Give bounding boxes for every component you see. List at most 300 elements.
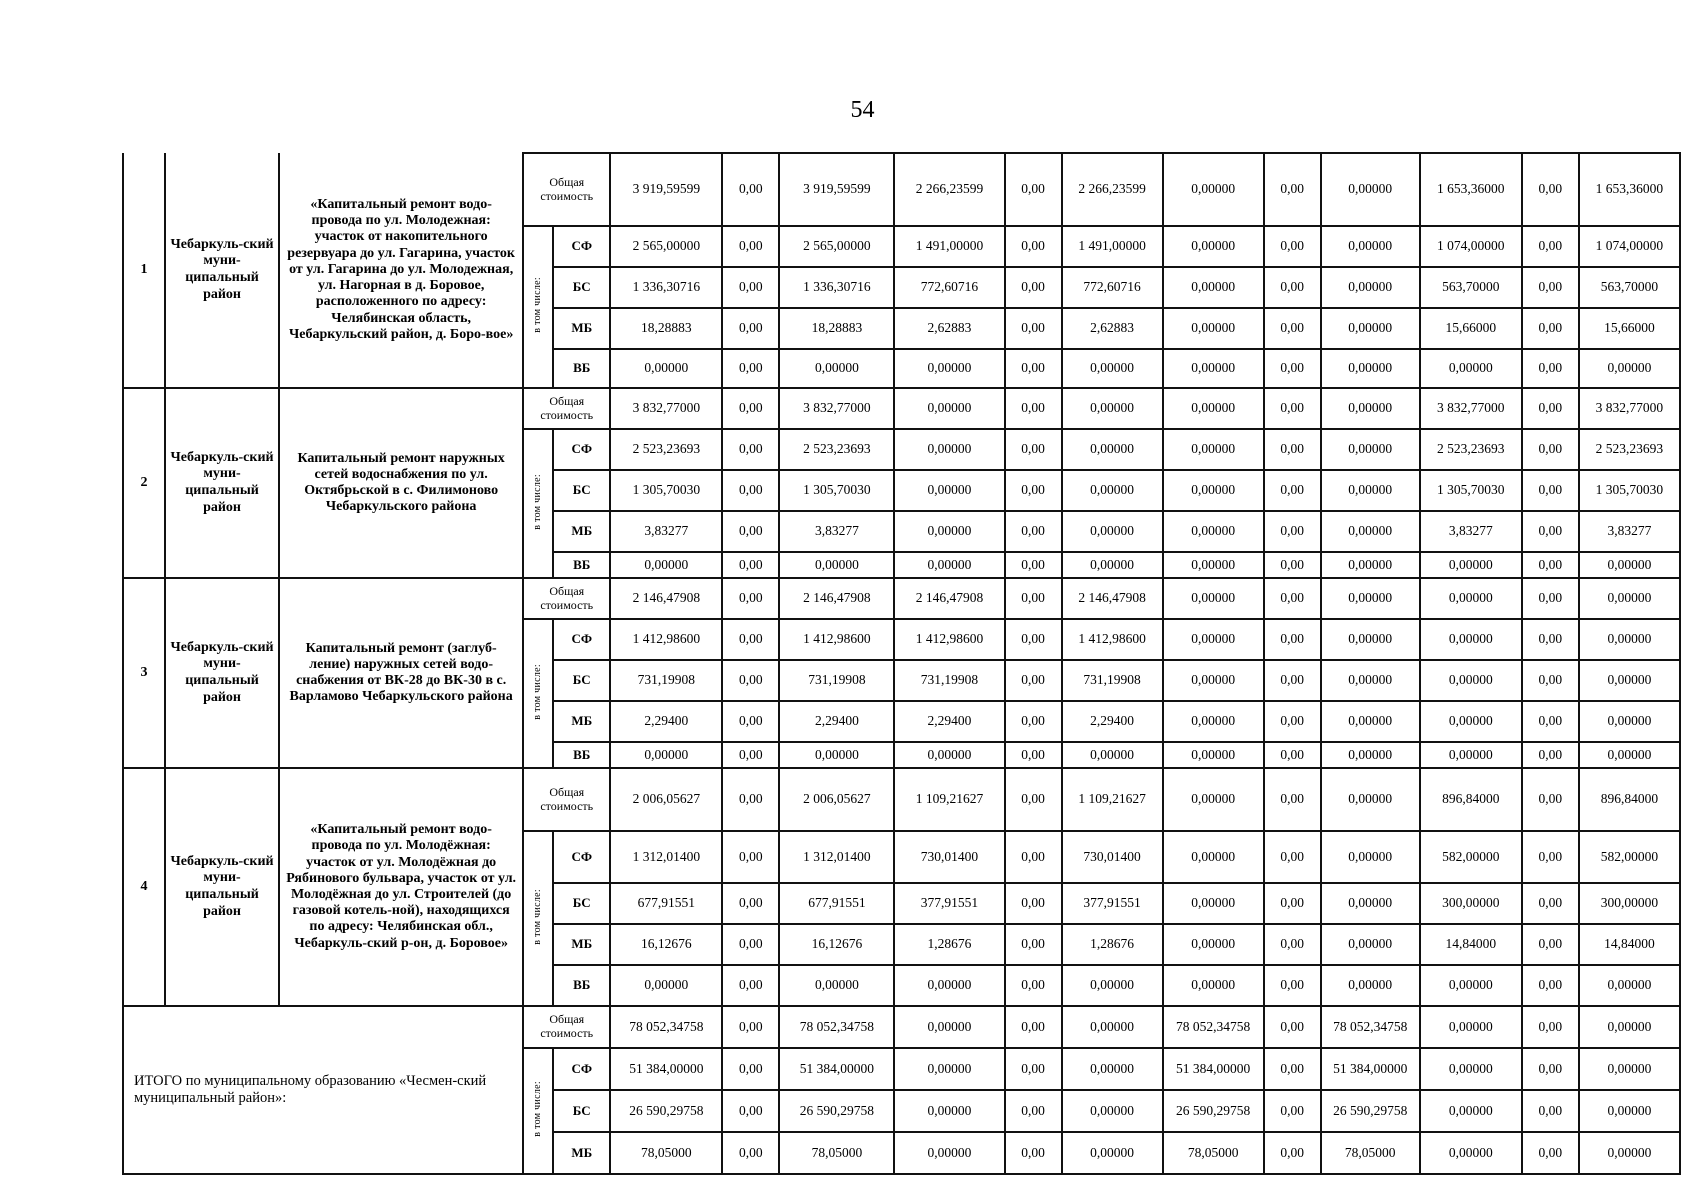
funding-source: СФ [553,1048,610,1090]
value-cell: 1 312,01400 [779,831,894,883]
value-cell: 51 384,00000 [779,1048,894,1090]
value-cell: 2,29400 [894,701,1004,742]
value-cell: 1,28676 [894,924,1004,965]
value-cell: 0,00000 [1062,552,1163,578]
value-cell: 1 305,70030 [610,470,722,511]
value-cell: 2,29400 [779,701,894,742]
value-cell: 2,62883 [1062,308,1163,349]
value-cell: 0,00000 [894,388,1004,429]
value-cell: 0,00 [722,153,779,226]
value-cell: 1 491,00000 [1062,226,1163,267]
value-cell: 26 590,29758 [1321,1090,1420,1132]
value-cell: 0,00 [1264,924,1321,965]
value-cell: 0,00000 [1420,578,1522,619]
value-cell: 0,00 [1264,226,1321,267]
value-cell: 0,00 [1522,578,1579,619]
funding-source: ВБ [553,742,610,768]
value-cell: 896,84000 [1579,768,1680,831]
value-cell: 0,00000 [1062,388,1163,429]
value-cell: 0,00 [1522,153,1579,226]
value-cell: 0,00 [1522,924,1579,965]
value-cell: 2 523,23693 [1420,429,1522,470]
value-cell: 730,01400 [894,831,1004,883]
value-cell: 0,00 [1264,578,1321,619]
value-cell: 0,00000 [1420,1006,1522,1048]
value-cell: 0,00 [1264,552,1321,578]
value-cell: 2 006,05627 [779,768,894,831]
value-cell: 0,00 [722,831,779,883]
funding-source: БС [553,267,610,308]
value-cell: 0,00 [1005,660,1062,701]
including-label-cell [523,619,553,768]
value-cell: 3 919,59599 [779,153,894,226]
value-cell: 0,00000 [1321,470,1420,511]
value-cell: 731,19908 [894,660,1004,701]
value-cell: 0,00 [1005,965,1062,1006]
value-cell: 51 384,00000 [1163,1048,1264,1090]
table-row [123,388,1680,429]
value-cell: 3 832,77000 [610,388,722,429]
value-cell: 0,00000 [894,552,1004,578]
value-cell: 2,29400 [610,701,722,742]
municipality-cell: Чебаркуль-ский муни-ципальный район [165,388,279,578]
value-cell: 0,00000 [1579,1132,1680,1174]
value-cell: 0,00 [722,1048,779,1090]
value-cell: 2 146,47908 [894,578,1004,619]
value-cell: 677,91551 [610,883,722,924]
value-cell: 0,00000 [894,470,1004,511]
value-cell: 0,00 [1522,511,1579,552]
value-cell: 0,00000 [1420,1048,1522,1090]
value-cell: 0,00 [1522,1090,1579,1132]
value-cell: 0,00 [722,267,779,308]
value-cell: 2 266,23599 [1062,153,1163,226]
value-cell: 1 653,36000 [1420,153,1522,226]
value-cell: 14,84000 [1420,924,1522,965]
value-cell: 0,00 [722,388,779,429]
value-cell: 677,91551 [779,883,894,924]
value-cell: 18,28883 [779,308,894,349]
value-cell: 0,00 [1264,768,1321,831]
value-cell: 0,00000 [1163,578,1264,619]
value-cell: 0,00000 [1062,1006,1163,1048]
value-cell: 0,00000 [1163,226,1264,267]
value-cell: 0,00000 [1579,742,1680,768]
value-cell: 0,00 [722,1090,779,1132]
value-cell: 0,00 [1264,1090,1321,1132]
value-cell: 0,00000 [610,349,722,388]
value-cell: 1 312,01400 [610,831,722,883]
value-cell: 14,84000 [1579,924,1680,965]
value-cell: 0,00000 [1321,578,1420,619]
value-cell: 0,00 [1264,701,1321,742]
value-cell: 0,00 [1005,768,1062,831]
value-cell: 2 146,47908 [610,578,722,619]
value-cell: 0,00000 [1163,511,1264,552]
including-label-cell [523,831,553,1006]
value-cell: 0,00000 [1163,742,1264,768]
value-cell: 0,00000 [779,742,894,768]
value-cell: 1 412,98600 [894,619,1004,660]
funding-source: СФ [553,619,610,660]
value-cell: 0,00000 [610,552,722,578]
value-cell: 0,00000 [1163,267,1264,308]
value-cell: 0,00 [1522,1048,1579,1090]
value-cell: 0,00000 [1163,883,1264,924]
total-cost-label: Общая стоимость [523,1006,610,1048]
value-cell: 0,00 [1264,511,1321,552]
value-cell: 2 146,47908 [1062,578,1163,619]
value-cell: 1 109,21627 [1062,768,1163,831]
value-cell: 0,00000 [1062,511,1163,552]
value-cell: 0,00 [722,226,779,267]
value-cell: 0,00000 [1579,1048,1680,1090]
value-cell: 0,00 [1522,1006,1579,1048]
table-row [123,153,1680,226]
value-cell: 0,00 [1522,470,1579,511]
value-cell: 2 006,05627 [610,768,722,831]
value-cell: 0,00000 [1163,701,1264,742]
value-cell: 78,05000 [1321,1132,1420,1174]
project-name: «Капитальный ремонт водо-провода по ул. Молодёжная: участок от ул. Молодёжная до Рябинового бульвара, участок от ул. Молодёжная до ул. Строителей (до газовой котель-ной), находящихся по адресу: Челябинская обл., Чебаркуль-ский р-он, д. Боровое» [279,768,523,1006]
value-cell: 0,00000 [1163,388,1264,429]
value-cell: 26 590,29758 [1163,1090,1264,1132]
value-cell: 1 074,00000 [1420,226,1522,267]
value-cell: 0,00 [722,768,779,831]
table-row [123,768,1680,831]
value-cell: 0,00 [1264,965,1321,1006]
value-cell: 563,70000 [1420,267,1522,308]
value-cell: 1 305,70030 [1420,470,1522,511]
value-cell: 0,00 [1005,883,1062,924]
value-cell: 0,00000 [1420,1090,1522,1132]
funding-source: МБ [553,701,610,742]
value-cell: 1 491,00000 [894,226,1004,267]
value-cell: 15,66000 [1579,308,1680,349]
project-name: Капитальный ремонт (заглуб-ление) наружных сетей водо-снабжения от ВК-28 до ВК-30 в с. Варламово Чебаркульского района [279,578,523,768]
value-cell: 0,00000 [1321,511,1420,552]
value-cell: 1,28676 [1062,924,1163,965]
value-cell: 0,00 [1005,1132,1062,1174]
value-cell: 0,00 [722,924,779,965]
value-cell: 0,00000 [1321,965,1420,1006]
value-cell: 582,00000 [1420,831,1522,883]
value-cell: 0,00 [1264,619,1321,660]
value-cell: 0,00000 [1163,965,1264,1006]
value-cell: 0,00 [1264,1006,1321,1048]
table-row [123,578,1680,619]
value-cell: 3 832,77000 [1420,388,1522,429]
value-cell: 896,84000 [1420,768,1522,831]
value-cell: 0,00000 [1163,831,1264,883]
value-cell: 0,00000 [779,965,894,1006]
value-cell: 51 384,00000 [610,1048,722,1090]
funding-source: МБ [553,924,610,965]
funding-source: ВБ [553,552,610,578]
value-cell: 0,00 [1264,742,1321,768]
value-cell: 0,00000 [1062,429,1163,470]
value-cell: 0,00 [722,965,779,1006]
value-cell: 0,00000 [894,349,1004,388]
value-cell: 1 412,98600 [610,619,722,660]
value-cell: 0,00 [1005,153,1062,226]
value-cell: 0,00 [1522,349,1579,388]
value-cell: 16,12676 [779,924,894,965]
including-label: в том числе: [531,277,543,333]
value-cell: 0,00000 [894,1132,1004,1174]
value-cell: 0,00000 [1163,429,1264,470]
value-cell: 0,00000 [894,1006,1004,1048]
value-cell: 0,00000 [1163,153,1264,226]
value-cell: 18,28883 [610,308,722,349]
value-cell: 0,00 [1005,226,1062,267]
value-cell: 26 590,29758 [610,1090,722,1132]
including-label-cell [523,1048,553,1174]
value-cell: 0,00 [1264,267,1321,308]
value-cell: 15,66000 [1420,308,1522,349]
value-cell: 300,00000 [1579,883,1680,924]
value-cell: 0,00 [722,1132,779,1174]
value-cell: 0,00 [722,349,779,388]
funding-source: БС [553,660,610,701]
value-cell: 1 336,30716 [610,267,722,308]
total-label: ИТОГО по муниципальному образованию «Чесмен-ский муниципальный район»: [123,1006,523,1174]
value-cell: 0,00 [1005,511,1062,552]
value-cell: 0,00000 [1321,153,1420,226]
funding-source: БС [553,883,610,924]
value-cell: 0,00 [722,552,779,578]
value-cell: 2,62883 [894,308,1004,349]
funding-source: БС [553,470,610,511]
value-cell: 78 052,34758 [779,1006,894,1048]
value-cell: 0,00000 [1579,578,1680,619]
value-cell: 0,00000 [894,1048,1004,1090]
value-cell: 0,00 [1264,470,1321,511]
value-cell: 0,00000 [894,965,1004,1006]
funding-source: ВБ [553,349,610,388]
row-index: 1 [123,153,165,388]
value-cell: 0,00000 [1062,349,1163,388]
value-cell: 3,83277 [779,511,894,552]
value-cell: 0,00 [1264,388,1321,429]
project-name: «Капитальный ремонт водо-провода по ул. Молодежная: участок от накопительного резервуара до ул. Гагарина, участок от ул. Гагарина до ул. Молодежная, ул. Нагорная в д. Боровое, расположенного по адресу: Челябинская область, Чебаркульский район, д. Боро-вое» [279,153,523,388]
value-cell: 2 523,23693 [779,429,894,470]
value-cell: 78 052,34758 [1321,1006,1420,1048]
municipality-cell: Чебаркуль-ский муни-ципальный район [165,578,279,768]
value-cell: 0,00000 [1579,552,1680,578]
value-cell: 0,00 [722,429,779,470]
value-cell: 0,00000 [1163,552,1264,578]
value-cell: 0,00 [1264,349,1321,388]
including-label: в том числе: [531,888,543,945]
value-cell: 2 523,23693 [610,429,722,470]
value-cell: 0,00000 [1321,768,1420,831]
value-cell: 0,00000 [1062,1048,1163,1090]
value-cell: 0,00000 [1321,660,1420,701]
value-cell: 26 590,29758 [779,1090,894,1132]
value-cell: 0,00 [722,742,779,768]
value-cell: 0,00 [1005,742,1062,768]
funding-source: МБ [553,308,610,349]
value-cell: 0,00000 [1163,470,1264,511]
value-cell: 0,00 [1264,831,1321,883]
value-cell: 0,00000 [1579,701,1680,742]
value-cell: 731,19908 [779,660,894,701]
value-cell: 0,00 [1264,1048,1321,1090]
value-cell: 2 266,23599 [894,153,1004,226]
value-cell: 0,00 [1005,578,1062,619]
funding-table [122,152,1681,1175]
funding-source: СФ [553,429,610,470]
value-cell: 0,00000 [1579,1006,1680,1048]
value-cell: 0,00000 [1321,308,1420,349]
including-label: в том числе: [531,663,543,720]
value-cell: 0,00000 [1062,1132,1163,1174]
including-label-cell [523,226,553,388]
value-cell: 0,00 [1005,349,1062,388]
value-cell: 0,00000 [1420,349,1522,388]
value-cell: 2 565,00000 [610,226,722,267]
value-cell: 0,00 [1522,965,1579,1006]
value-cell: 0,00000 [1163,349,1264,388]
including-label: в том числе: [531,1081,543,1137]
value-cell: 0,00000 [1321,831,1420,883]
funding-source: ВБ [553,965,610,1006]
value-cell: 582,00000 [1579,831,1680,883]
value-cell: 1 305,70030 [1579,470,1680,511]
value-cell: 0,00 [1522,1132,1579,1174]
funding-source: СФ [553,831,610,883]
value-cell: 0,00000 [1163,924,1264,965]
value-cell: 0,00000 [610,965,722,1006]
funding-source: МБ [553,1132,610,1174]
value-cell: 0,00000 [1163,619,1264,660]
value-cell: 0,00 [1005,552,1062,578]
value-cell: 2 565,00000 [779,226,894,267]
value-cell: 0,00 [1522,429,1579,470]
value-cell: 0,00000 [1062,742,1163,768]
value-cell: 2,29400 [1062,701,1163,742]
value-cell: 0,00000 [1321,349,1420,388]
value-cell: 0,00 [722,660,779,701]
value-cell: 0,00 [1522,388,1579,429]
value-cell: 0,00000 [1420,965,1522,1006]
total-cost-label: Общая стоимость [523,578,610,619]
value-cell: 0,00000 [1420,701,1522,742]
value-cell: 3 832,77000 [779,388,894,429]
value-cell: 0,00 [1522,619,1579,660]
value-cell: 0,00 [1522,226,1579,267]
value-cell: 0,00 [722,619,779,660]
value-cell: 0,00000 [1062,470,1163,511]
value-cell: 78,05000 [1163,1132,1264,1174]
value-cell: 0,00000 [1420,552,1522,578]
municipality-cell: Чебаркуль-ский муни-ципальный район [165,768,279,1006]
value-cell: 0,00000 [1579,1090,1680,1132]
value-cell: 0,00 [1264,1132,1321,1174]
value-cell: 1 412,98600 [1062,619,1163,660]
value-cell: 0,00 [1005,267,1062,308]
value-cell: 3,83277 [1579,511,1680,552]
value-cell: 0,00 [1005,1090,1062,1132]
value-cell: 0,00 [1522,660,1579,701]
value-cell: 0,00000 [779,552,894,578]
value-cell: 1 653,36000 [1579,153,1680,226]
value-cell: 0,00000 [1420,619,1522,660]
value-cell: 2 146,47908 [779,578,894,619]
value-cell: 772,60716 [1062,267,1163,308]
value-cell: 0,00 [1005,388,1062,429]
value-cell: 0,00 [722,701,779,742]
value-cell: 78,05000 [610,1132,722,1174]
value-cell: 0,00000 [894,429,1004,470]
funding-source: СФ [553,226,610,267]
value-cell: 0,00000 [610,742,722,768]
value-cell: 1 305,70030 [779,470,894,511]
value-cell: 3 832,77000 [1579,388,1680,429]
including-label: в том числе: [531,473,543,530]
value-cell: 51 384,00000 [1321,1048,1420,1090]
value-cell: 0,00000 [1321,742,1420,768]
value-cell: 1 074,00000 [1579,226,1680,267]
value-cell: 0,00000 [1321,701,1420,742]
value-cell: 3 919,59599 [610,153,722,226]
value-cell: 0,00000 [1321,619,1420,660]
value-cell: 563,70000 [1579,267,1680,308]
value-cell: 0,00000 [1321,883,1420,924]
value-cell: 78,05000 [779,1132,894,1174]
value-cell: 0,00000 [1579,619,1680,660]
value-cell: 0,00 [1005,470,1062,511]
funding-source: МБ [553,511,610,552]
value-cell: 0,00000 [1579,660,1680,701]
value-cell: 1 412,98600 [779,619,894,660]
value-cell: 0,00 [722,578,779,619]
value-cell: 0,00 [1005,619,1062,660]
value-cell: 0,00000 [1062,1090,1163,1132]
value-cell: 0,00 [1005,1048,1062,1090]
value-cell: 0,00000 [1321,267,1420,308]
value-cell: 0,00 [1005,308,1062,349]
value-cell: 377,91551 [894,883,1004,924]
value-cell: 0,00000 [1321,924,1420,965]
value-cell: 0,00 [722,1006,779,1048]
value-cell: 0,00000 [1579,965,1680,1006]
value-cell: 1 336,30716 [779,267,894,308]
value-cell: 0,00 [1264,429,1321,470]
value-cell: 0,00 [1522,831,1579,883]
value-cell: 0,00 [1005,831,1062,883]
value-cell: 0,00000 [1321,226,1420,267]
value-cell: 731,19908 [610,660,722,701]
value-cell: 0,00000 [1321,388,1420,429]
value-cell: 0,00000 [1579,349,1680,388]
value-cell: 0,00 [1522,552,1579,578]
value-cell: 0,00 [1264,153,1321,226]
value-cell: 0,00 [1522,742,1579,768]
value-cell: 0,00 [1522,267,1579,308]
value-cell: 0,00000 [1321,552,1420,578]
row-index: 2 [123,388,165,578]
value-cell: 0,00 [1005,701,1062,742]
value-cell: 0,00000 [894,511,1004,552]
value-cell: 78 052,34758 [1163,1006,1264,1048]
total-cost-label: Общая стоимость [523,153,610,226]
value-cell: 0,00000 [1321,429,1420,470]
page-number: 54 [850,97,875,123]
value-cell: 0,00 [1522,768,1579,831]
value-cell: 0,00000 [779,349,894,388]
